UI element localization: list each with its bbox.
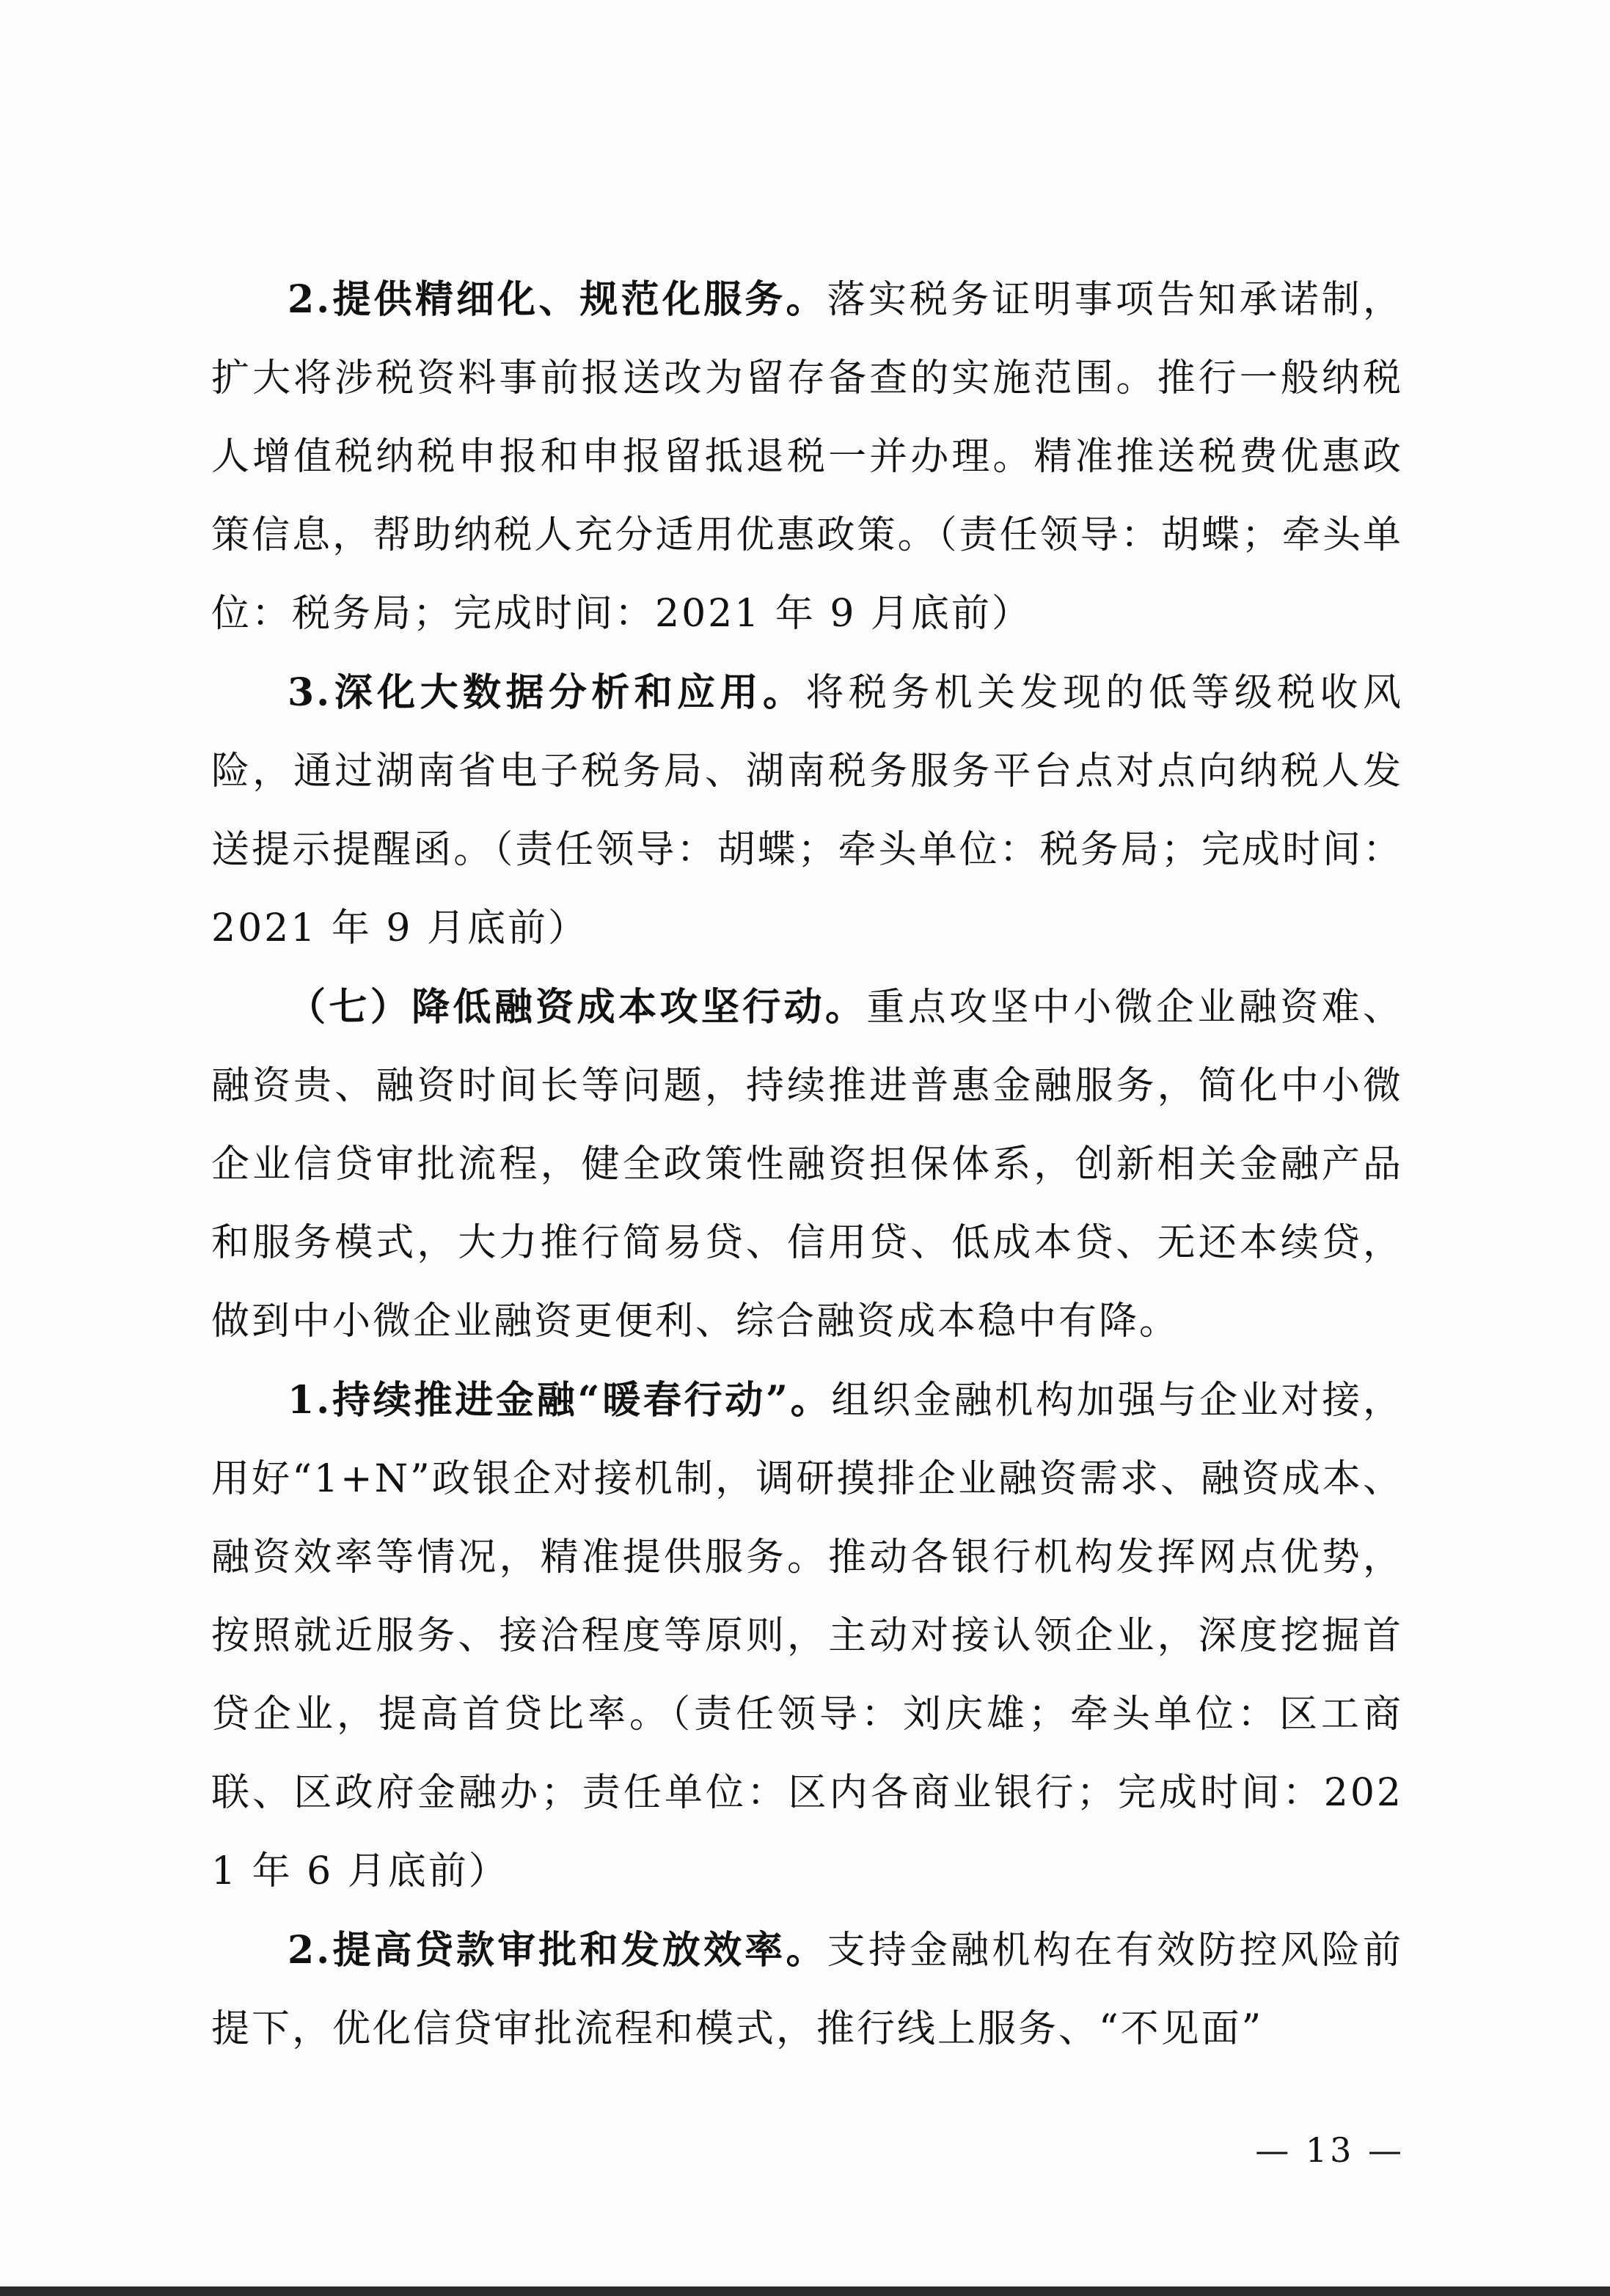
paragraph-body: 支持金融机构在有效防控风险前提下，优化信贷审批流程和模式，推行线上服务、“不见面” <box>211 1929 1403 2051</box>
paragraph-heading: 1.持续推进金融“暖春行动”。 <box>288 1378 832 1423</box>
page-number: — 13 — <box>1255 2130 1405 2170</box>
paragraph-heading: （七）降低融资成本攻坚行动。 <box>288 985 867 1030</box>
paragraph-body: 落实税务证明事项告知承诺制，扩大将涉税资料事前报送改为留存备查的实施范围。推行一般纳税人增值税纳税申报和申报留抵退税一并办理。精准推送税费优惠政策信息，帮助纳税人充分适用优惠政策。（责任领导：胡蝶；牵头单位：税务局；完成时间：2021 年 9 月底前） <box>211 278 1403 636</box>
scan-edge <box>0 2286 1610 2296</box>
paragraph-heading: 2.提供精细化、规范化服务。 <box>288 277 827 322</box>
paragraph-body: 组织金融机构加强与企业对接，用好“1+N”政银企对接机制，调研摸排企业融资需求、融资成本、融资效率等情况，精准提供服务。推动各银行机构发挥网点优势，按照就近服务、接洽程度等原则，主动对接认领企业，深度挖掘首贷企业，提高首贷比率。（责任领导：刘庆雄；牵头单位：区工商联、区政府金融办；责任单位：区内各商业银行；完成时间：2021 年 6 月底前） <box>211 1379 1403 1893</box>
paragraph-big-data <box>211 653 1403 968</box>
paragraph-tax-service <box>211 260 1403 653</box>
paragraph-body: 将税务机关发现的低等级税收风险，通过湖南省电子税务局、湖南税务服务平台点对点向纳税人发送提示提醒函。（责任领导：胡蝶；牵头单位：税务局；完成时间：2021 年 9 月底前） <box>211 671 1403 950</box>
paragraph-warm-spring <box>211 1361 1403 1911</box>
paragraph-financing-cost <box>211 968 1403 1361</box>
paragraph-loan-approval <box>211 1911 1403 2069</box>
paragraph-body: 重点攻坚中小微企业融资难、融资贵、融资时间长等问题，持续推进普惠金融服务，简化中小微企业信贷审批流程，健全政策性融资担保体系，创新相关金融产品和服务模式，大力推行简易贷、信用贷、低成本贷、无还本续贷，做到中小微企业融资更便利、综合融资成本稳中有降。 <box>211 986 1403 1343</box>
paragraph-heading: 2.提高贷款审批和发放效率。 <box>288 1928 827 1973</box>
paragraph-heading: 3.深化大数据分析和应用。 <box>288 670 806 715</box>
body-text <box>211 260 1403 2069</box>
